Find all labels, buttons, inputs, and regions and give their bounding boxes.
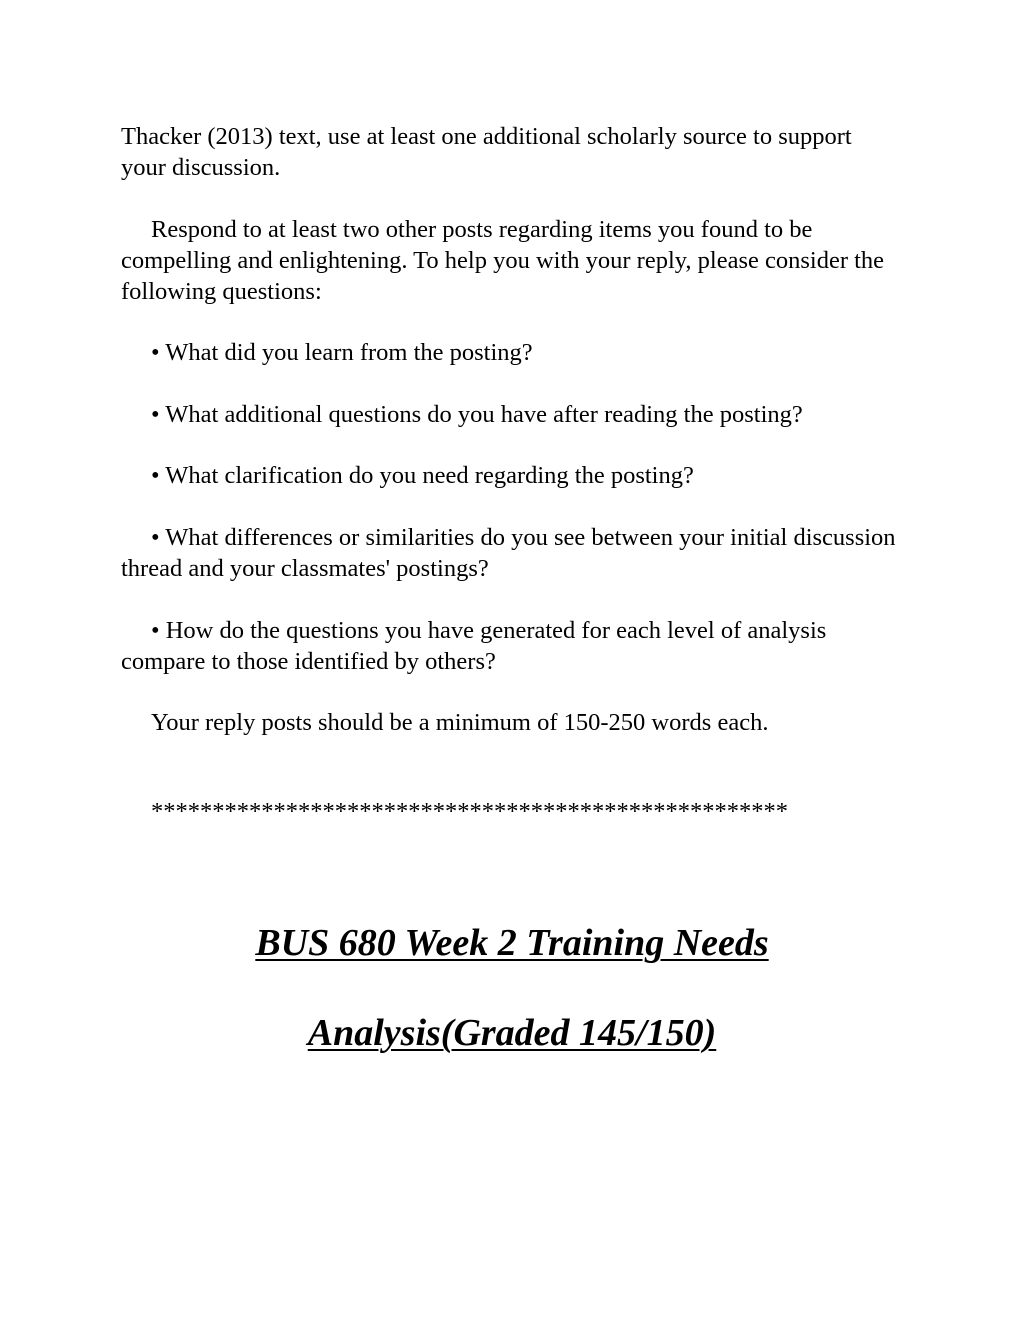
bullet-question-compare: • How do the questions you have generated for each level of analysis compare to those identified by others? — [121, 617, 827, 675]
reply-length-paragraph: Your reply posts should be a minimum of 150-250 words each. — [151, 709, 769, 736]
bullet-question-learn: • What did you learn from the posting? — [151, 339, 533, 366]
bullet-question-additional: • What additional questions do you have after reading the posting? — [151, 401, 803, 428]
respond-instructions-paragraph: Respond to at least two other posts regarding items you found to be compelling and enlightening. To help you with your reply, please consider the following questions: — [121, 216, 885, 305]
asterisk-separator: **************************************************** — [151, 798, 788, 825]
intro-paragraph: Thacker (2013) text, use at least one additional scholarly source to support your discussion. — [121, 123, 852, 181]
title-heading-line-2: Analysis(Graded 145/150) — [307, 1012, 717, 1054]
bullet-question-clarification: • What clarification do you need regarding the posting? — [151, 462, 694, 489]
bullet-question-differences: • What differences or similarities do you see between your initial discussion thread and your classmates' postings? — [121, 524, 896, 582]
title-heading-line-1: BUS 680 Week 2 Training Needs — [255, 922, 769, 964]
